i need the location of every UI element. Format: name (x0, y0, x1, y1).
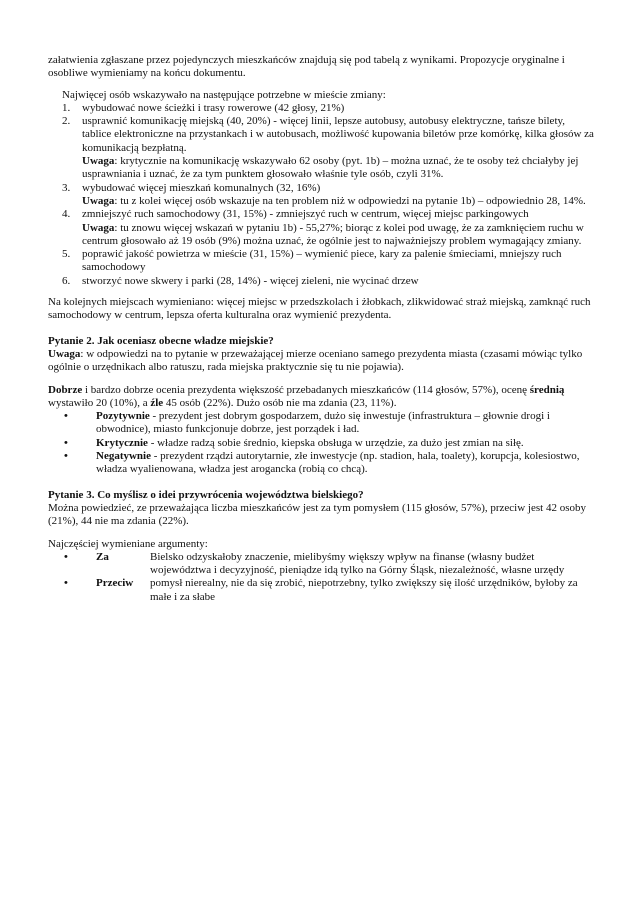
needs-lead: Najwięcej osób wskazywało na następujące potrzebne w mieście zmiany: (62, 88, 386, 101)
intro-paragraph: załatwienia zgłaszane przez pojedynczych mieszkańców znajdują się pod tabelą z wynikami. Propozycje oryginalne i osobliwe wymieniamy na końcu dokumentu. (48, 54, 565, 80)
opinion-text: - prezydent jest dobrym gospodarzem, dużo się inwestuje (infrastruktura – głownie drogi i obwodnice), miasto funkcjonuje dobrze, jest porządek i ład. (96, 410, 550, 436)
opinion-label: Negatywnie (96, 450, 151, 463)
list-item-text: wybudować nowe ścieżki i trasy rowerowe (42 głosy, 21%) (82, 101, 345, 114)
needs-list (48, 102, 594, 288)
bullet: • (64, 436, 68, 449)
list-number: 2. (62, 115, 71, 128)
note-text: : tu z kolei więcej osób wskazuje na ten problem niż w odpowiedzi na pytanie 1b) – odpowiednio 28, 14%. (114, 194, 586, 207)
note-label: Uwaga (82, 155, 115, 168)
list-item-text: usprawnić komunikację miejską (40, 20%) - więcej linii, lepsze autobusy, autobusy elektryczne, tańsze bilety, tablice elektroniczne na przystankach i w autobusach, możliwość kupowania biletów prze komórkę, kilka głosów za komunikacją bezpłatną. (82, 115, 594, 154)
list-item (48, 437, 594, 450)
list-item (48, 275, 594, 288)
list-number: 6. (62, 274, 71, 287)
q3-summary: Można powiedzieć, ze przeważająca liczba mieszkańców jest za tym pomysłem (115 głosów, 57%), przeciw jest 42 osoby (21%), 44 nie ma zdania (22%). (48, 501, 586, 528)
q3-args (48, 551, 594, 604)
list-item (48, 208, 594, 248)
note-label: Uwaga (82, 221, 115, 234)
summary-bold: Dobrze (48, 383, 83, 396)
list-number: 3. (62, 181, 71, 194)
summary-bold: źle (150, 396, 164, 409)
list-number: 5. (62, 248, 71, 261)
note-text: : tu znowu więcej wskazań w pytaniu 1b) - 55,27%; biorąc z kolei pod uwagę, że za zamknięciem ruchu w centrum głosowało aż 19 osób (9%) można uznać, że ogólnie jest to najważniejszy problem wymagający zmiany. (82, 221, 584, 247)
summary-text: i bardzo dobrze ocenia prezydenta większość przebadanych mieszkańców (114 głosów, 57%), ocenę (82, 383, 530, 396)
list-item (48, 410, 594, 437)
q3-args-lead: Najczęściej wymieniane argumenty: (48, 537, 208, 550)
arg-text: pomysł nierealny, nie da się zrobić, niepotrzebny, tylko zwiększy się ilość urzędników, byłoby za małe i za słabe (150, 577, 578, 603)
list-item (48, 115, 594, 181)
further-paragraph: Na kolejnych miejscach wymieniano: więcej miejsc w przedszkolach i żłobkach, zlikwidować straż miejską, zamknąć ruch samochodowy w centrum, lepsza oferta kulturalna oraz wymienić prezydenta. (48, 296, 591, 322)
list-item-text: wybudować więcej mieszkań komunalnych (32, 16%) (82, 181, 321, 194)
document-page (48, 54, 594, 604)
list-item-text: stworzyć nowe skwery i parki (28, 14%) - więcej zieleni, nie wycinać drzew (82, 274, 419, 287)
arg-label: Przeciw (96, 577, 134, 590)
summary-bold: średnią (529, 383, 565, 396)
opinion-label: Krytycznie (96, 436, 148, 449)
q2-opinions (48, 410, 594, 476)
list-number: 1. (62, 101, 71, 114)
arg-text: Bielsko odzyskałoby znaczenie, mielibyśmy większy wpływ na finanse (własny budżet województwa i decyzyjność, pieniądze idą tylko na Górny Śląsk, niezależność, własne urzędy (150, 550, 565, 577)
opinion-text: - prezydent rządzi autorytarnie, złe inwestycje (np. stadion, hala, toalety), korupcja, kolesiostwo, władza wyalienowana, władza jest arogancka (robią co chcą). (96, 450, 580, 476)
bullet: • (64, 450, 68, 463)
list-item (48, 450, 594, 477)
note-label: Uwaga (48, 347, 81, 360)
note-text: : w odpowiedzi na to pytanie w przeważającej mierze oceniano samego prezydenta miasta (czasami mówiąc tylko ogólnie o urzędnikach albo ratuszu, rada miejska praktycznie się tu nie pojawia). (48, 347, 583, 374)
bullet: • (64, 550, 68, 563)
opinion-text: - władze radzą sobie średnio, kiepska obsługa w urzędzie, za dużo jest zmian na siłę. (147, 436, 524, 449)
list-item-text: poprawić jakość powietrza w mieście (31, 15%) – wymienić piece, kary za palenie śmieciami, mniejszy ruch samochodowy (82, 248, 562, 274)
opinion-label: Pozytywnie (96, 410, 150, 423)
bullet: • (64, 577, 68, 590)
q3-heading: Pytanie 3. Co myślisz o idei przywrócenia województwa bielskiego? (48, 488, 364, 501)
q2-heading: Pytanie 2. Jak oceniasz obecne władze miejskie? (48, 334, 274, 347)
q2-note (48, 348, 594, 375)
list-item (48, 102, 594, 115)
note (82, 155, 594, 182)
note (82, 222, 594, 249)
list-item (48, 182, 594, 209)
note-label: Uwaga (82, 194, 115, 207)
note-text: : krytycznie na komunikację wskazywało 62 osoby (pyt. 1b) – można uznać, że te osoby też chciałyby jej usprawniania i uznać, że za tym punktem głosowało właśnie tyle osób, czyli 31%. (82, 155, 579, 181)
list-number: 4. (62, 208, 71, 221)
arg-label: Za (96, 550, 109, 563)
summary-text: wystawiło 20 (10%), a (48, 396, 151, 409)
list-item (48, 248, 594, 275)
note (82, 195, 594, 208)
list-item (48, 577, 594, 604)
bullet: • (64, 410, 68, 423)
summary-text: 45 osób (22%). Dużo osób nie ma zdania (23, 11%). (163, 396, 397, 409)
q2-summary (48, 384, 594, 411)
list-item (48, 551, 594, 578)
list-item-text: zmniejszyć ruch samochodowy (31, 15%) - zmniejszyć ruch w centrum, więcej miejsc parkingowych (82, 208, 529, 221)
